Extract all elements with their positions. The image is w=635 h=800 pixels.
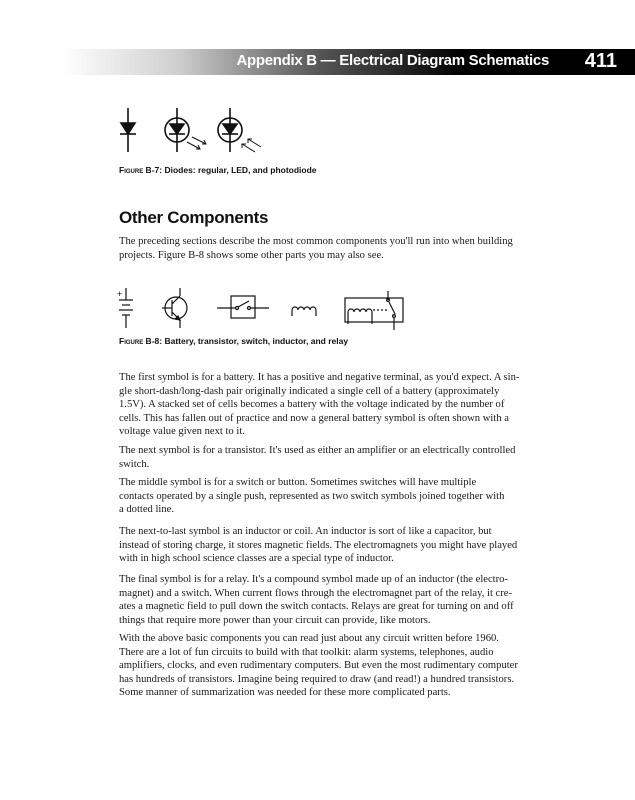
transistor-paragraph: The next symbol is for a transistor. It's used as either an amplifier or an electrically controlled switch. [119, 445, 516, 470]
led-symbol [165, 108, 206, 152]
header-title: Appendix B — Electrical Diagram Schematics [236, 52, 549, 69]
battery-symbol [117, 288, 133, 328]
figure-label: Figure B-8: [119, 336, 163, 346]
inductor-symbol [292, 307, 316, 316]
switch-paragraph: The middle symbol is for a switch or button. Sometimes switches will have multiple contacts operated by a single push, represented as two switch symbols joined together with a dotted line. [119, 477, 505, 515]
transistor-symbol [162, 288, 187, 328]
relay-symbol [345, 291, 403, 330]
section-title: Other Components [119, 208, 269, 227]
switch-symbol [217, 296, 269, 318]
figure-b8-components [112, 286, 412, 334]
photodiode-symbol [218, 108, 261, 152]
running-header [63, 49, 635, 75]
page-number: 411 [584, 50, 617, 72]
figure-label: Figure B-7: [119, 165, 163, 175]
diode-symbol [120, 108, 136, 152]
relay-paragraph: The final symbol is for a relay. It's a compound symbol made up of an inductor (the electro- magnet) and a switch. When current flows through the electromagnet part of the relay, it cre- ates a magnetic field to pull down the switch contacts. Relays are great for turning on and off things that require more power than your circuit can provide, like motors. [119, 574, 514, 626]
battery-plus-sign: + [117, 289, 123, 299]
figure-b8-caption [119, 336, 348, 346]
inductor-paragraph: The next-to-last symbol is an inductor or coil. An inductor is sort of like a capacitor, but instead of storing charge, it stores magnetic fields. The electromagnets you might have played with in high school science classes are a special type of inductor. [119, 526, 518, 564]
intro-paragraph: The preceding sections describe the most common components you'll run into when building projects. Figure B-8 shows some other parts you may also see. [119, 236, 513, 261]
figure-caption-text: Diodes: regular, LED, and photodiode [164, 165, 317, 175]
figure-b7-diodes [112, 104, 282, 166]
figure-caption-text: Battery, transistor, switch, inductor, and relay [164, 336, 349, 346]
summary-paragraph: With the above basic components you can read just about any circuit written before 1960. There are a lot of fun circuits to build with that toolkit: alarm systems, telephones, audio amplifiers, clocks, and even rudimentary computers. But even the most rudimentary computer has hundreds of transistors. Imagine being required to draw (and read!) a hundred transistors. Some manner of summarization was needed for these more complicated parts. [119, 633, 518, 698]
figure-b7-caption [119, 165, 317, 175]
battery-paragraph: The first symbol is for a battery. It has a positive and negative terminal, as you'd expect. A sin- gle short-dash/long-dash pair originally indicated a single cell of a battery (approximately 1.5V). A stacked set of cells becomes a battery with the voltage indicated by the number of cells. This has fallen out of practice and now a general battery symbol is often shown with a voltage value given next to it. [119, 372, 520, 437]
